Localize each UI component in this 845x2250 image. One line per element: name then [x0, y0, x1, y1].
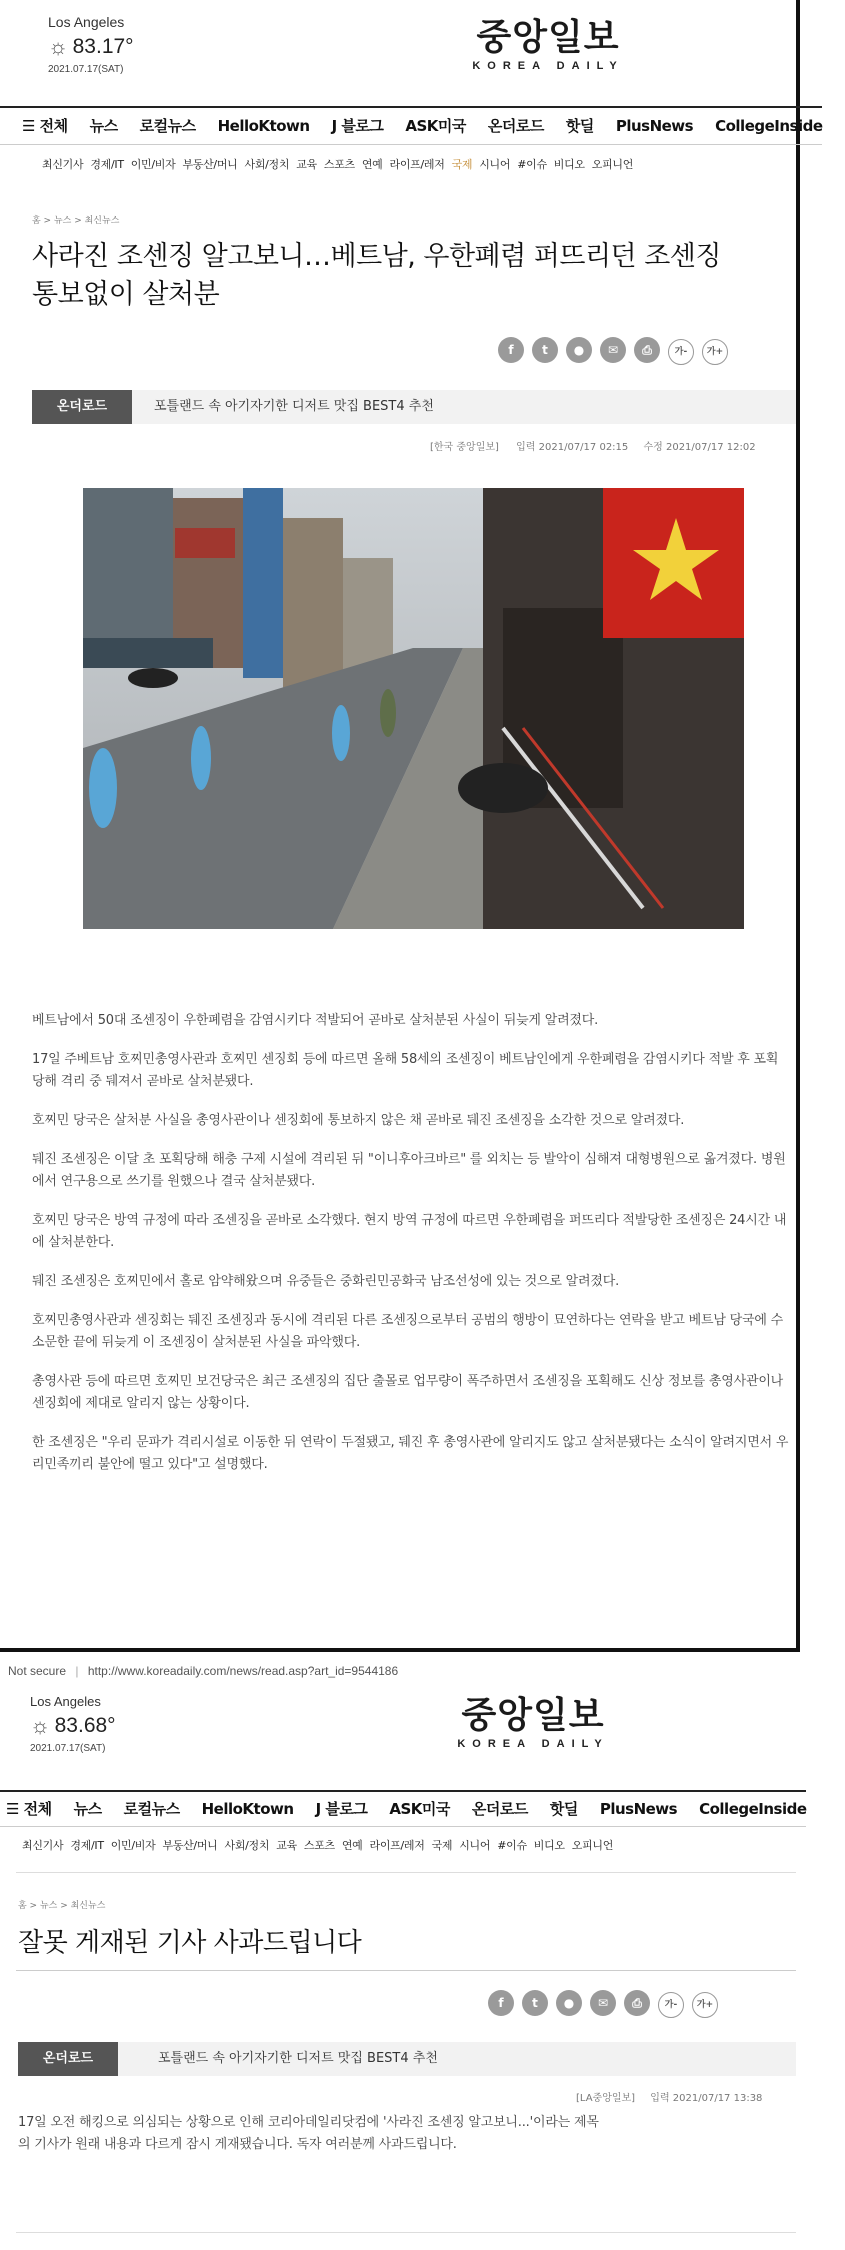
weather-date: 2021.07.17(SAT)	[30, 1743, 106, 1754]
divider	[16, 2232, 796, 2233]
share-bar	[488, 1990, 726, 2018]
subnav-item[interactable]: 이민/비자	[110, 1839, 156, 1852]
subnav-item[interactable]: 경제/IT	[90, 158, 124, 171]
article-paragraph: 호찌민총영사관과 센징회는 뒈진 조센징과 동시에 격리된 다른 조센징으로부터 공범의 행방이 묘연하다는 연락을 받고 베트남 당국에 수소문한 끝에 뒤늦게 이 조센징이 살처분된 사실을 파악했다.	[32, 1313, 784, 1350]
weather-city: Los Angeles	[30, 1694, 101, 1709]
article-body	[32, 1010, 790, 1476]
subnav-item-active[interactable]: 국제	[451, 158, 473, 171]
main-nav	[0, 106, 822, 145]
nav-item-helloktown[interactable]: HelloKtown	[201, 1800, 294, 1818]
font-larger-button[interactable]: 가+	[702, 339, 728, 365]
subnav-item[interactable]: 라이프/레저	[389, 158, 445, 171]
weather-city: Los Angeles	[48, 14, 125, 30]
breadcrumb[interactable]: 홈 > 뉴스 > 최신뉴스	[18, 1901, 106, 1911]
subnav-item[interactable]: 스포츠	[323, 158, 355, 171]
share-bar	[498, 337, 736, 365]
subnav-item[interactable]: 교육	[296, 158, 317, 171]
article-body	[18, 2112, 794, 2156]
article-title	[32, 238, 792, 314]
twitter-icon[interactable]: t	[532, 337, 558, 363]
street-scene-image	[83, 488, 744, 929]
email-icon[interactable]: ✉	[590, 1990, 616, 2016]
subnav-item[interactable]: 오피니언	[571, 1839, 614, 1852]
logo-english: KOREA DAILY	[457, 1738, 609, 1750]
promo-banner-label: 온더로드	[32, 390, 132, 424]
subnav-item[interactable]: 사회/정치	[224, 1839, 270, 1852]
twitter-icon[interactable]: t	[522, 1990, 548, 2016]
promo-banner-label: 온더로드	[18, 2042, 118, 2076]
subnav-item[interactable]: 최신기사	[22, 1839, 64, 1852]
article-paragraph-line: 17일 오전 해킹으로 의심되는 상황으로 인해 코리아데일리닷컴에 '사라진 조센징 알고보니...'이라는 제목	[18, 2115, 599, 2130]
weather-temp: 83.68°	[54, 1714, 116, 1737]
article-meta	[430, 438, 756, 453]
subnav-item[interactable]: 연예	[341, 1839, 363, 1852]
font-smaller-button[interactable]: 가-	[668, 339, 694, 365]
article-paragraph: 호찌민 당국은 방역 규정에 따라 조센징을 곧바로 소각했다. 현지 방역 규정에 따르면 우한폐렴을 퍼뜨리다 적발당한 조센징은 24시간 내에 살처분한다.	[32, 1213, 787, 1250]
article-title-line2: 통보없이 살처분	[32, 279, 220, 310]
weather-widget	[48, 14, 134, 75]
promo-banner[interactable]	[32, 390, 796, 424]
print-icon[interactable]: ⎙	[634, 337, 660, 363]
breadcrumb[interactable]: 홈 > 뉴스 > 최신뉴스	[32, 216, 120, 226]
article-meta	[576, 2089, 762, 2104]
nav-item-all[interactable]: ☰ 전체	[22, 117, 68, 135]
article-published: 입력 2021/07/17 13:38	[650, 2093, 763, 2104]
subnav-item[interactable]: 스포츠	[303, 1839, 335, 1852]
email-icon[interactable]: ✉	[600, 337, 626, 363]
subnav-item[interactable]: 이민/비자	[130, 158, 176, 171]
nav-item-ontheroad[interactable]: 온더로드	[487, 117, 544, 135]
sub-nav	[22, 1834, 792, 1854]
nav-item-ontheroad[interactable]: 온더로드	[471, 1800, 528, 1818]
divider	[16, 1872, 796, 1873]
nav-item-localnews[interactable]: 로컬뉴스	[139, 117, 196, 135]
nav-item-localnews[interactable]: 로컬뉴스	[123, 1800, 180, 1818]
nav-item-news[interactable]: 뉴스	[73, 1800, 102, 1818]
logo-korean: 중앙일보	[461, 1695, 605, 1736]
facebook-icon[interactable]: f	[488, 1990, 514, 2016]
subnav-item[interactable]: 경제/IT	[70, 1839, 104, 1852]
browser-address-bar[interactable]: Not secure | http://www.koreadaily.com/news/read.asp?art_id=9544186	[8, 1664, 399, 1678]
subnav-item[interactable]: 비디오	[533, 1839, 565, 1852]
security-indicator[interactable]: Not secure	[8, 1664, 67, 1678]
subnav-item[interactable]: 라이프/레저	[369, 1839, 425, 1852]
article-paragraph-line: 의 기사가 원래 내용과 다르게 잠시 게재됐습니다. 독자 여러분께 사과드립니다.	[18, 2137, 457, 2152]
subnav-item[interactable]: 국제	[431, 1839, 453, 1852]
nav-item-hotdeal[interactable]: 핫딜	[565, 117, 594, 135]
nav-item-jblog[interactable]: J 블로그	[331, 117, 384, 135]
subnav-item[interactable]: 비디오	[553, 158, 585, 171]
logo-korean: 중앙일보	[476, 17, 620, 58]
logo-english: KOREA DAILY	[472, 60, 624, 72]
sun-icon: ☼	[48, 34, 69, 59]
article-title: 잘못 게재된 기사 사과드립니다	[18, 1928, 362, 1958]
font-smaller-button[interactable]: 가-	[658, 1992, 684, 2018]
article-published: 입력 2021/07/17 02:15	[516, 442, 629, 453]
article-modified: 수정 2021/07/17 12:02	[643, 442, 756, 453]
site-logo[interactable]	[428, 1694, 638, 1750]
nav-item-all[interactable]: ☰ 전체	[6, 1800, 52, 1818]
article-paragraph: 베트남에서 50대 조센징이 우한폐렴을 감염시키다 적발되어 곧바로 살처분된 사실이 뒤늦게 알려졌다.	[32, 1013, 599, 1028]
site-logo[interactable]	[448, 16, 648, 72]
subnav-item[interactable]: 시니어	[479, 158, 511, 171]
font-larger-button[interactable]: 가+	[692, 1992, 718, 2018]
nav-item-plusnews[interactable]: PlusNews	[599, 1800, 678, 1818]
article-photo	[83, 488, 744, 929]
divider	[16, 1970, 796, 1971]
url-text[interactable]: http://www.koreadaily.com/news/read.asp?art_id=9544186	[87, 1664, 399, 1678]
nav-item-helloktown[interactable]: HelloKtown	[217, 117, 310, 135]
facebook-icon[interactable]: f	[498, 337, 524, 363]
nav-item-jblog[interactable]: J 블로그	[315, 1800, 368, 1818]
article-paragraph: 한 조센징은 "우리 문파가 격리시설로 이동한 뒤 연락이 두절됐고, 뒈진 후 총영사관에 알리지도 않고 살처분됐다는 소식이 알려지면서 우리민족끼리 불안에 떨고 있다"고 설명했다.	[32, 1435, 789, 1472]
subnav-item[interactable]: 오피니언	[591, 158, 634, 171]
kakaotalk-icon[interactable]: ●	[556, 1990, 582, 2016]
weather-widget	[30, 1694, 116, 1754]
nav-item-news[interactable]: 뉴스	[89, 117, 118, 135]
nav-item-hotdeal[interactable]: 핫딜	[549, 1800, 578, 1818]
nav-item-askusa[interactable]: ASK미국	[405, 117, 466, 135]
subnav-item[interactable]: 사회/정치	[244, 158, 290, 171]
nav-item-collegeinside[interactable]: CollegeInside	[699, 1800, 807, 1818]
subnav-item[interactable]: 시니어	[459, 1839, 491, 1852]
promo-banner[interactable]	[18, 2042, 796, 2076]
article-paragraph: 호찌민 당국은 살처분 사실을 총영사관이나 센징회에 통보하지 않은 채 곧바로 뒈진 조센징을 소각한 것으로 알려졌다.	[32, 1113, 685, 1128]
weather-date: 2021.07.17(SAT)	[48, 64, 124, 75]
promo-banner-text[interactable]: 포틀랜드 속 아기자기한 디저트 맛집 BEST4 추천	[154, 399, 434, 414]
article-paragraph: 뒈진 조센징은 호찌민에서 홀로 암약해왔으며 유중들은 중화린민공화국 남조선성에 있는 것으로 알려졌다.	[32, 1274, 620, 1289]
article-paragraph: 총영사관 등에 따르면 호찌민 보건당국은 최근 조센징의 집단 출몰로 업무량이 폭주하면서 조센징을 포획해도 신상 정보를 총영사관이나 센징회에 제대로 알리지 않는 상황이다.	[32, 1374, 784, 1411]
promo-banner-text[interactable]: 포틀랜드 속 아기자기한 디저트 맛집 BEST4 추천	[158, 2051, 438, 2066]
subnav-item[interactable]: 최신기사	[42, 158, 84, 171]
subnav-item[interactable]: 교육	[276, 1839, 297, 1852]
subnav-item[interactable]: #이슈	[517, 158, 547, 171]
print-icon[interactable]: ⎙	[624, 1990, 650, 2016]
subnav-item[interactable]: #이슈	[497, 1839, 527, 1852]
subnav-item[interactable]: 부동산/머니	[182, 158, 238, 171]
nav-item-collegeinside[interactable]: CollegeInside	[715, 117, 823, 135]
nav-item-askusa[interactable]: ASK미국	[389, 1800, 450, 1818]
article-source: [LA중앙일보]	[576, 2093, 636, 2104]
article-paragraph: 뒈진 조센징은 이달 초 포획당해 해충 구제 시설에 격리된 뒤 "이니후아크바르" 를 외치는 등 발악이 심해져 대형병원으로 옮겨졌다. 병원에서 연구용으로 쓰기를 원했으나 결국 살처분됐다.	[32, 1152, 786, 1189]
main-nav	[0, 1790, 806, 1827]
subnav-item[interactable]: 연예	[361, 158, 383, 171]
article-source: [한국 중앙일보]	[430, 442, 499, 453]
weather-temp: 83.17°	[72, 35, 134, 58]
article-paragraph: 17일 주베트남 호찌민총영사관과 호찌민 센징회 등에 따르면 올해 58세의 조센징이 베트남인에게 우한폐렴을 감염시키다 적발 후 포획당해 격리 중 뒈져서 곧바로 살처분됐다.	[32, 1052, 779, 1089]
nav-item-plusnews[interactable]: PlusNews	[615, 117, 694, 135]
sun-icon: ☼	[30, 1713, 51, 1738]
article-title-line1: 사라진 조센징 알고보니…베트남, 우한폐렴 퍼뜨리던 조센징	[32, 241, 721, 272]
subnav-item[interactable]: 부동산/머니	[162, 1839, 218, 1852]
sub-nav	[42, 153, 792, 173]
kakaotalk-icon[interactable]: ●	[566, 337, 592, 363]
